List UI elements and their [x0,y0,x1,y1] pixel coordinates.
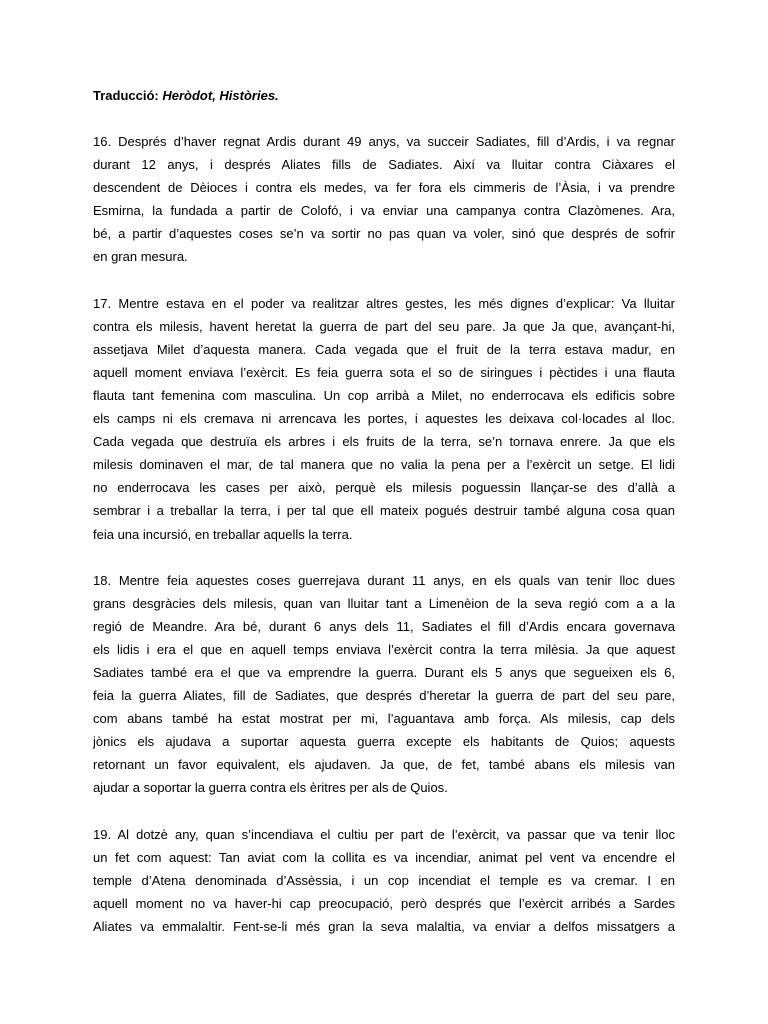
text-line: en gran mesura. [93,249,188,265]
text-line: durant 12 anys, i després Aliates fills de Sadiates. Així va lluitar contra Ciàxares el [93,157,675,173]
text-line: com abans també ha estat mostrat per mi, l’aguantava amb força. Als milesis, cap dels [93,711,675,727]
text-line: flauta tant femenina com masculina. Un cop arribà a Milet, no enderrocava els edificis sobre [93,387,675,403]
title-prefix: Traducció: [93,88,163,103]
text-line: els lidis i era el que en aquell temps enviava l’exèrcit contra la terra milèsia. Ja que aquest [93,641,675,657]
text-line: 18. Mentre feia aquestes coses guerrejava durant 11 anys, en els quals van tenir lloc dues [93,572,675,588]
text-line: jònics els ajudava a suportar aquesta guerra excepte els habitants de Quios; aquests [93,734,675,750]
text-line: descendent de Dèioces i contra els medes, va fer fora els cimmeris de l’Àsia, i va prendre [93,180,675,196]
text-line: regió de Meandre. Ara bé, durant 6 anys dels 11, Sadiates el fill d’Ardis encara governava [93,618,675,634]
document-page [93,84,675,961]
text-line: Esmirna, la fundada a partir de Colofó, i va enviar una campanya contra Clazòmenes. Ara, [93,203,675,219]
text-line: Cada vegada que destruïa els arbres i els fruits de la terra, se’n tornava enrere. Ja que els [93,434,675,450]
text-line: 19. Al dotzè any, quan s’incendiava el cultiu per part de l’exèrcit, va passar que va tenir lloc [93,826,675,842]
text-line: els camps ni els cremava ni arrencava les portes, i aquestes les deixava col·locades al lloc. [93,411,675,427]
text-line: un fet com aquest: Tan aviat com la collita es va incendiar, animat pel vent va encendre el [93,849,675,865]
text-line: retornant un favor equivalent, els ajudaven. Ja que, de fet, també abans els milesis van [93,757,675,773]
text-line: grans desgràcies dels milesis, quan van lluitar tant a Limenèion de la seva regió com a a la [93,595,675,611]
text-line: bé, a partir d’aquestes coses se’n va sortir no pas quan va voler, sinó que després de sofrir [93,226,675,242]
text-line: contra els milesis, havent heretat la guerra de part del seu pare. Ja que Ja que, avançant-hi, [93,318,675,334]
text-line: ajudar a soportar la guerra contra els èritres per als de Quios. [93,780,448,796]
text-line: milesis dominaven el mar, de tal manera que no valia la pena per a l’exèrcit un setge. El lidi [93,457,675,473]
text-line: Sadiates també era el que va emprendre la guerra. Durant els 5 anys que segueixen els 6, [93,664,675,680]
text-line: sembrar i a treballar la terra, i per tal que ell mateix pogués destruir també alguna cosa quan [93,503,675,519]
paragraph-17 [93,292,675,546]
title-work: Heròdot, Històries. [162,88,279,103]
text-line: temple d’Atena denominada d’Assèssia, i un cop incendiat el temple es va cremar. I en [93,872,675,888]
paragraph-18 [93,569,675,800]
paragraph-19 [93,823,675,938]
paragraph-16 [93,130,675,269]
text-line: 17. Mentre estava en el poder va realitzar altres gestes, les més dignes d’explicar: Va lluitar [93,295,675,311]
text-line: 16. Després d’haver regnat Ardis durant 49 anys, va succeir Sadiates, fill d’Ardis, i va regnar [93,134,675,149]
text-line: Aliates va emmalaltir. Fent-se-li més gran la seva malaltia, va enviar a delfos missatgers a [93,918,675,934]
text-line: no enderrocava les cases per això, perquè els milesis poguessin llançar-se des d’allà a [93,480,675,496]
text-line: aquell moment enviava l’exèrcit. Es feia guerra sota el so de siringues i pèctides i una flauta [93,364,675,380]
document-title [93,84,675,107]
text-line: feia la guerra Aliates, fill de Sadiates, que després d’heretar la guerra de part del seu pare, [93,688,675,704]
text-line: assetjava Milet d’aquesta manera. Cada vegada que el fruit de la terra estava madur, en [93,341,675,357]
text-line: feia una incursió, en treballar aquells la terra. [93,526,353,542]
text-line: aquell moment no va haver-hi cap preocupació, però després que l’exèrcit arribés a Sardes [93,895,675,911]
